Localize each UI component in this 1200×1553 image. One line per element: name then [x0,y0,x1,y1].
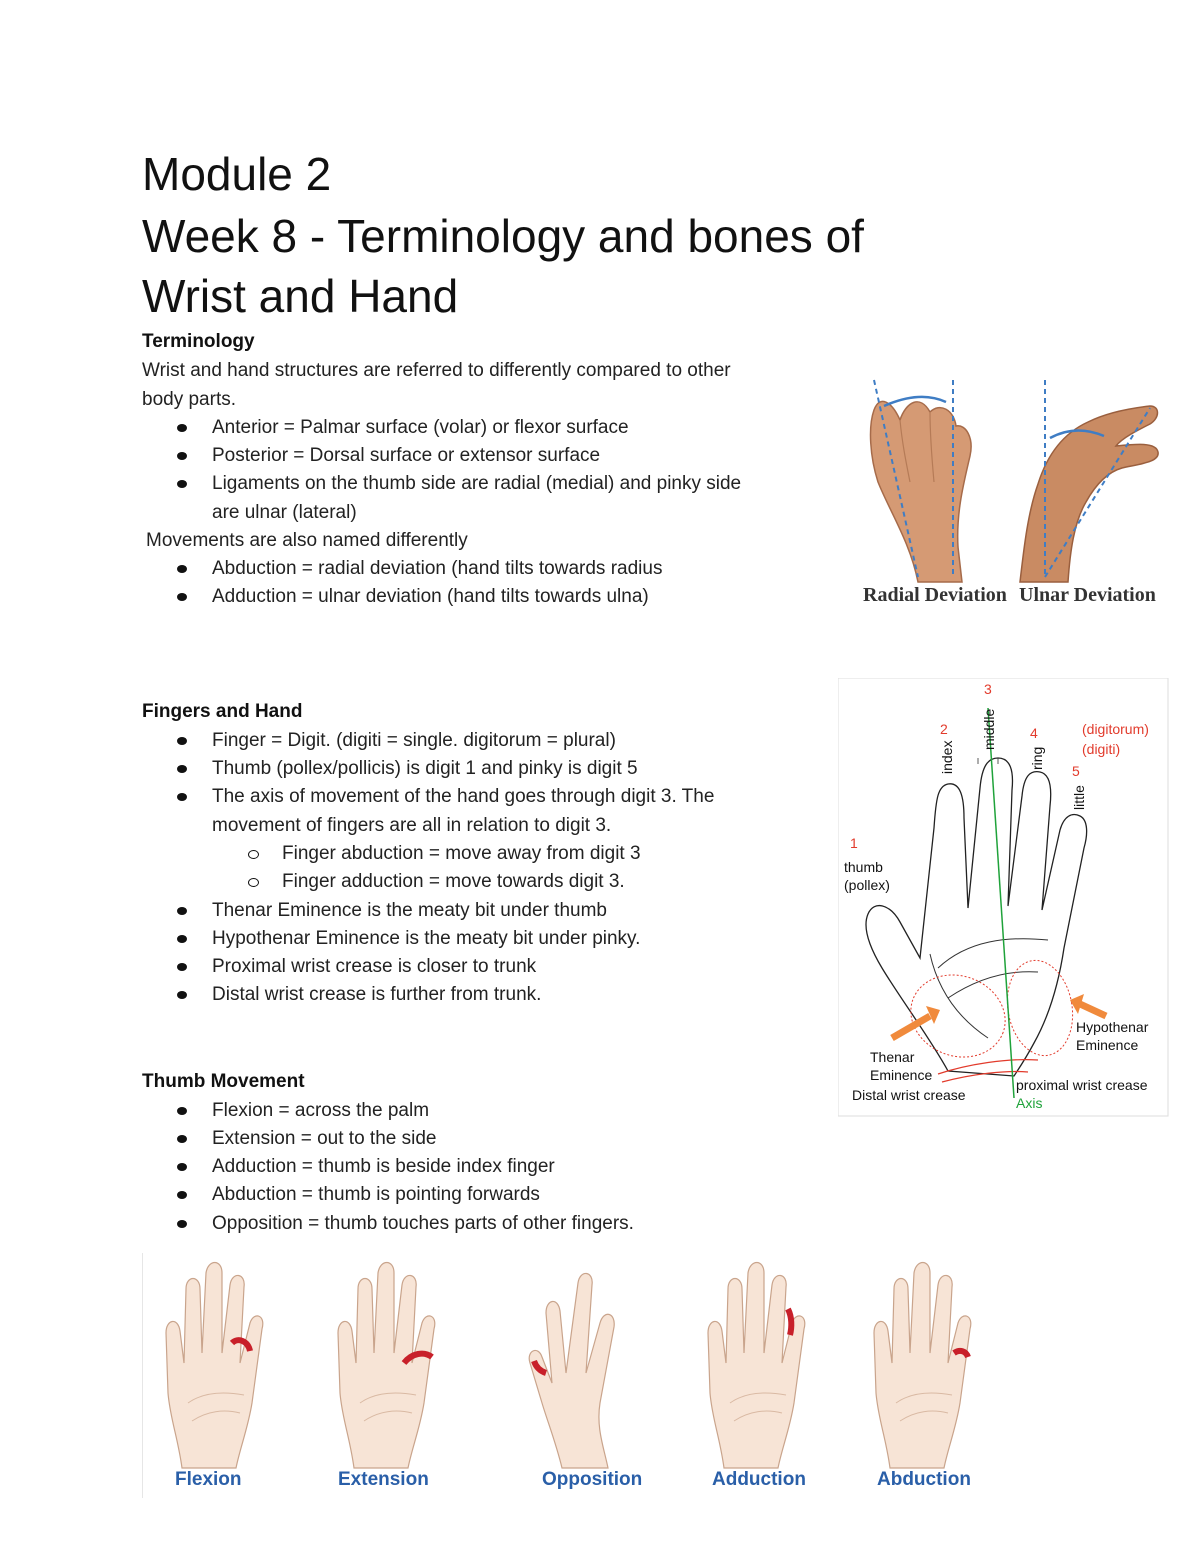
terminology-bullet: Posterior = Dorsal surface or extensor surface [212,445,601,466]
thumb-movement-bullet: Extension = out to the side [212,1128,437,1149]
bullet-dot [177,935,187,943]
sub-bullet-ring [248,878,259,887]
fingers-heading: Fingers and Hand [142,701,303,722]
thumb-movement-figure [142,1253,987,1498]
radial-deviation-hand [871,380,972,582]
thenar-label-line2: Eminence [870,1067,933,1083]
bullet-dot [177,1220,187,1228]
fingers-bullet: The axis of movement of the hand goes through digit 3. The [212,786,715,807]
sub-bullet-ring [248,850,259,859]
fingers-bullet: Proximal wrist crease is closer to trunk [212,956,537,977]
flexion-caption: Flexion [175,1469,242,1490]
movements-intro: Movements are also named differently [146,530,468,551]
abduction-illustration [874,1263,971,1469]
terminology-intro-line1: Wrist and hand structures are referred to differently compared to other [142,360,731,381]
extension-illustration [338,1263,435,1469]
flexion-illustration [166,1263,263,1469]
ulnar-deviation-caption: Ulnar Deviation [1019,584,1156,606]
digit-5-number: 5 [1072,763,1080,779]
fingers-bullet: Finger = Digit. (digiti = single. digitorum = plural) [212,730,616,751]
bullet-dot [177,452,187,460]
index-label: index [939,740,955,774]
bullet-dot [177,565,187,573]
terminology-heading: Terminology [142,331,255,352]
terminology-intro-line2: body parts. [142,389,236,410]
terminology-bullet: Ligaments on the thumb side are radial (medial) and pinky side [212,473,742,494]
thumb-movement-bullet: Flexion = across the palm [212,1100,430,1121]
bullet-dot [177,963,187,971]
proximal-wrist-crease-label: proximal wrist crease [1016,1077,1148,1093]
bullet-dot [177,1107,187,1115]
terminology-bullet-continued: are ulnar (lateral) [212,502,357,523]
title-week: Week 8 - Terminology and bones of [142,210,864,262]
fingers-bullet: Hypothenar Eminence is the meaty bit under pinky. [212,928,641,949]
thumb-movement-bullet: Opposition = thumb touches parts of other fingers. [212,1213,634,1234]
little-label: little [1071,785,1087,810]
bullet-dot [177,793,187,801]
digit-4-number: 4 [1030,725,1038,741]
axis-label: Axis [1016,1095,1043,1111]
thenar-label-line1: Thenar [870,1049,915,1065]
digitorum-label: (digitorum) [1082,721,1149,737]
digiti-label: (digiti) [1082,741,1121,757]
hypothenar-label-line1: Hypothenar [1076,1019,1149,1035]
bullet-dot [177,991,187,999]
opposition-illustration [529,1273,614,1468]
fingers-bullet: Thenar Eminence is the meaty bit under thumb [212,900,607,921]
thumb-label: thumb [844,859,883,875]
fingers-sub-bullet: Finger abduction = move away from digit 3 [282,843,641,864]
thumb-movement-bullet: Adduction = thumb is beside index finger [212,1156,555,1177]
fingers-bullet: Distal wrist crease is further from trunk. [212,984,542,1005]
pollex-label: (pollex) [844,877,890,893]
bullet-dot [177,907,187,915]
fingers-bullet-continued: movement of fingers are all in relation to digit 3. [212,815,612,836]
thumb-movement-heading: Thumb Movement [142,1071,305,1092]
bullet-dot [177,1135,187,1143]
digit-1-number: 1 [850,835,858,851]
ring-label: ring [1029,746,1045,770]
bullet-dot [177,593,187,601]
extension-caption: Extension [338,1469,429,1490]
hypothenar-label-line2: Eminence [1076,1037,1139,1053]
fingers-bullet: Thumb (pollex/pollicis) is digit 1 and pinky is digit 5 [212,758,638,779]
middle-label: middle [981,708,997,750]
movement-bullet: Adduction = ulnar deviation (hand tilts towards ulna) [212,586,649,607]
bullet-dot [177,765,187,773]
digit-3-number: 3 [984,681,992,697]
title-module: Module 2 [142,148,332,200]
digit-2-number: 2 [940,721,948,737]
hand-diagram [838,678,1170,1118]
deviation-figure [860,372,1165,617]
radial-deviation-caption: Radial Deviation [863,584,1007,606]
terminology-bullet: Anterior = Palmar surface (volar) or flexor surface [212,417,629,438]
bullet-dot [177,1191,187,1199]
bullet-dot [177,480,187,488]
adduction-caption: Adduction [712,1469,806,1490]
distal-wrist-crease-label: Distal wrist crease [852,1087,966,1103]
ulnar-deviation-hand [1020,380,1158,582]
title-topic: Wrist and Hand [142,270,459,322]
bullet-dot [177,424,187,432]
thumb-movement-bullet: Abduction = thumb is pointing forwards [212,1184,540,1205]
adduction-illustration [708,1263,805,1469]
opposition-caption: Opposition [542,1469,643,1490]
bullet-dot [177,1163,187,1171]
abduction-caption: Abduction [877,1469,971,1490]
bullet-dot [177,737,187,745]
movement-bullet: Abduction = radial deviation (hand tilts towards radius [212,558,663,579]
fingers-sub-bullet: Finger adduction = move towards digit 3. [282,871,625,892]
